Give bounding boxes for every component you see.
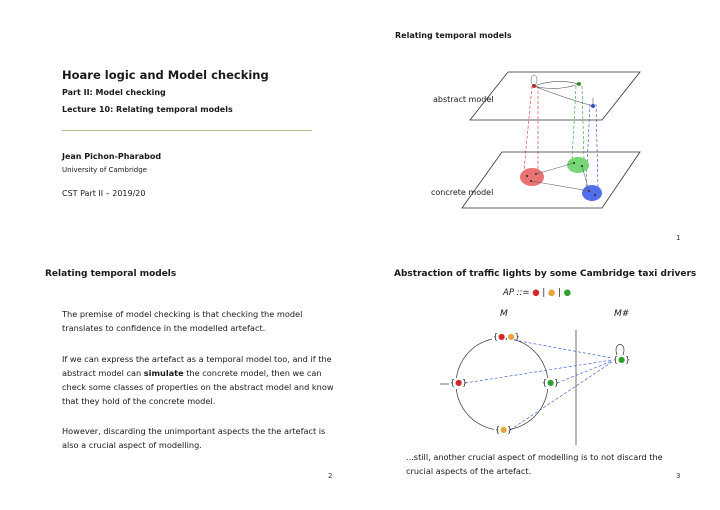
text-line: crucial aspects of the artefact. [406, 466, 532, 476]
msharp-state-green: {●} [613, 355, 631, 364]
red-dot-icon: ● [532, 288, 540, 298]
ap-definition: AP ::= ● | ● | ● [503, 288, 572, 298]
amber-dot-icon: ● [500, 425, 508, 434]
simulate-emphasis: simulate [143, 368, 184, 378]
text-line: abstract model can simulate the concrete model, then we can [62, 368, 322, 378]
text-line: translates to confidence in the modelled artefact. [62, 323, 266, 333]
red-dot-icon: ● [498, 332, 506, 341]
model-m-label: M [500, 309, 508, 319]
msharp-self-loop [616, 345, 624, 356]
text-line: check some classes of properties on the abstract model and know [62, 382, 334, 392]
page-number: 3 [676, 472, 681, 480]
author: Jean Pichon-Pharabod [62, 152, 162, 161]
state-red: {●} [450, 378, 468, 387]
text-line: that they hold of the concrete model. [62, 396, 216, 406]
green-dot-icon: ● [618, 355, 626, 364]
state-green: {●} [542, 378, 560, 387]
text-line: However, discarding the unimportant aspects the the artefact is [62, 426, 326, 436]
affiliation: University of Cambridge [62, 166, 147, 174]
amber-dot-icon: ● [547, 288, 556, 298]
text-line: also a crucial aspect of modelling. [62, 440, 202, 450]
concrete-model-label: concrete model [431, 188, 494, 197]
slide-title: Abstraction of traffic lights by some Cambridge taxi drivers [394, 269, 697, 279]
abstract-model-label: abstract model [433, 95, 494, 104]
course-label: CST Part II – 2019/20 [62, 189, 146, 198]
text-line: If we can express the artefact as a temporal model too, and if the [62, 354, 332, 364]
page-number: 1 [676, 234, 681, 242]
red-dot-icon: ● [455, 378, 463, 387]
slide-title: Relating temporal models [45, 269, 177, 279]
footer-note [406, 450, 696, 478]
text-line: ...still, another crucial aspect of modelling is to not discard the [406, 452, 663, 462]
green-dot-icon: ● [547, 378, 555, 387]
green-dot-icon: ● [563, 288, 572, 298]
slide-header: Relating temporal models [395, 31, 512, 40]
amber-dot-icon: ● [507, 332, 515, 341]
text-line: The premise of model checking is that checking the model [62, 309, 303, 319]
lecture-label: Lecture 10: Relating temporal models [62, 105, 233, 114]
cycle-circle [456, 338, 548, 430]
state-amber: {●} [495, 425, 513, 434]
page-number: 2 [328, 472, 333, 480]
model-msharp-label: M# [614, 309, 630, 319]
part-label: Part II: Model checking [62, 88, 166, 97]
state-red-amber: {●,●} [493, 332, 520, 341]
page-title: Hoare logic and Model checking [62, 68, 269, 82]
